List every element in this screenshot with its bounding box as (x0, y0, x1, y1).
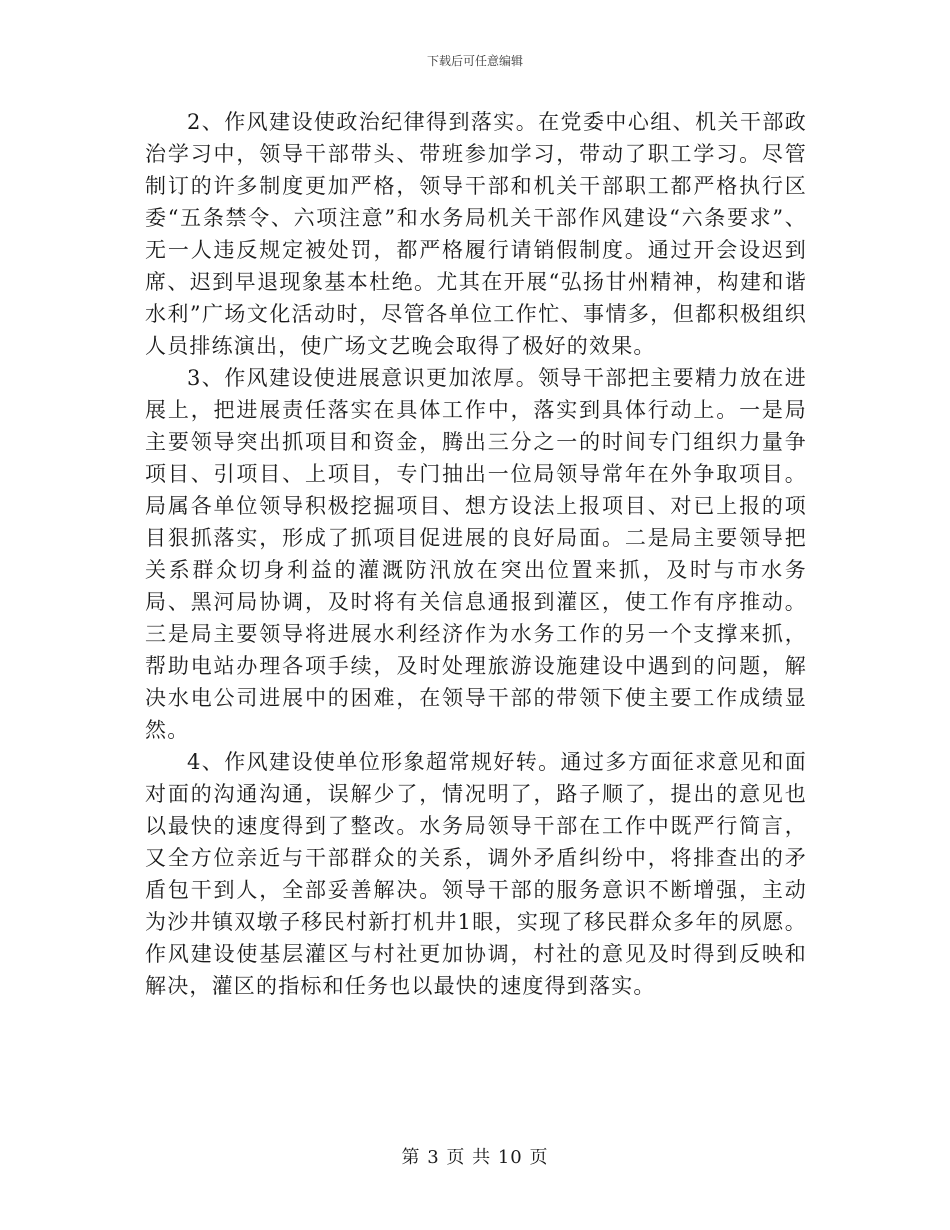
page-header-note: 下载后可任意编辑 (426, 54, 523, 68)
document-body (145, 106, 807, 1002)
paragraph-4: 4、作风建设使单位形象超常规好转。通过多方面征求意见和面对面的沟通沟通，误解少了，情况明了，路子顺了，提出的意见也以最快的速度得到了整改。水务局领导干部在工作中既严行简言，又全方位亲近与干部群众的关系，调外矛盾纠纷中，将排查出的矛盾包干到人，全部妥善解决。领导干部的服务意识不断增强，主动为沙井镇双墩子移民村新打机井1眼，实现了移民群众多年的夙愿。作风建设使基层灌区与村社更加协调，村社的意见及时得到反映和解决，灌区的指标和任务也以最快的速度得到落实。 (145, 750, 807, 998)
paragraph-2: 2、作风建设使政治纪律得到落实。在党委中心组、机关干部政治学习中，领导干部带头、带班参加学习，带动了职工学习。尽管制订的许多制度更加严格，领导干部和机关干部职工都严格执行区委“五条禁令、六项注意”和水务局机关干部作风建设“六条要求”、无一人违反规定被处罚，都严格履行请销假制度。通过开会设迟到席、迟到早退现象基本杜绝。尤其在开展“弘扬甘州精神，构建和谐水利”广场文化活动时，尽管各单位工作忙、事情多，但都积极组织人员排练演出，使广场文艺晚会取得了极好的效果。 (145, 110, 807, 358)
paragraph-3: 3、作风建设使进展意识更加浓厚。领导干部把主要精力放在进展上，把进展责任落实在具体工作中，落实到具体行动上。一是局主要领导突出抓项目和资金，腾出三分之一的时间专门组织力量争项目、引项目、上项目，专门抽出一位局领导常年在外争取项目。局属各单位领导积极挖掘项目、想方设法上报项目、对已上报的项目狠抓落实，形成了抓项目促进展的良好局面。二是局主要领导把关系群众切身利益的灌溉防汛放在突出位置来抓，及时与市水务局、黑河局协调，及时将有关信息通报到灌区，使工作有序推动。三是局主要领导将进展水利经济作为水务工作的另一个支撑来抓，帮助电站办理各项手续，及时处理旅游设施建设中遇到的问题，解决水电公司进展中的困难，在领导干部的带领下使主要工作成绩显然。 (145, 366, 807, 742)
page-number: 第 3 页 共 10 页 (401, 1147, 549, 1168)
